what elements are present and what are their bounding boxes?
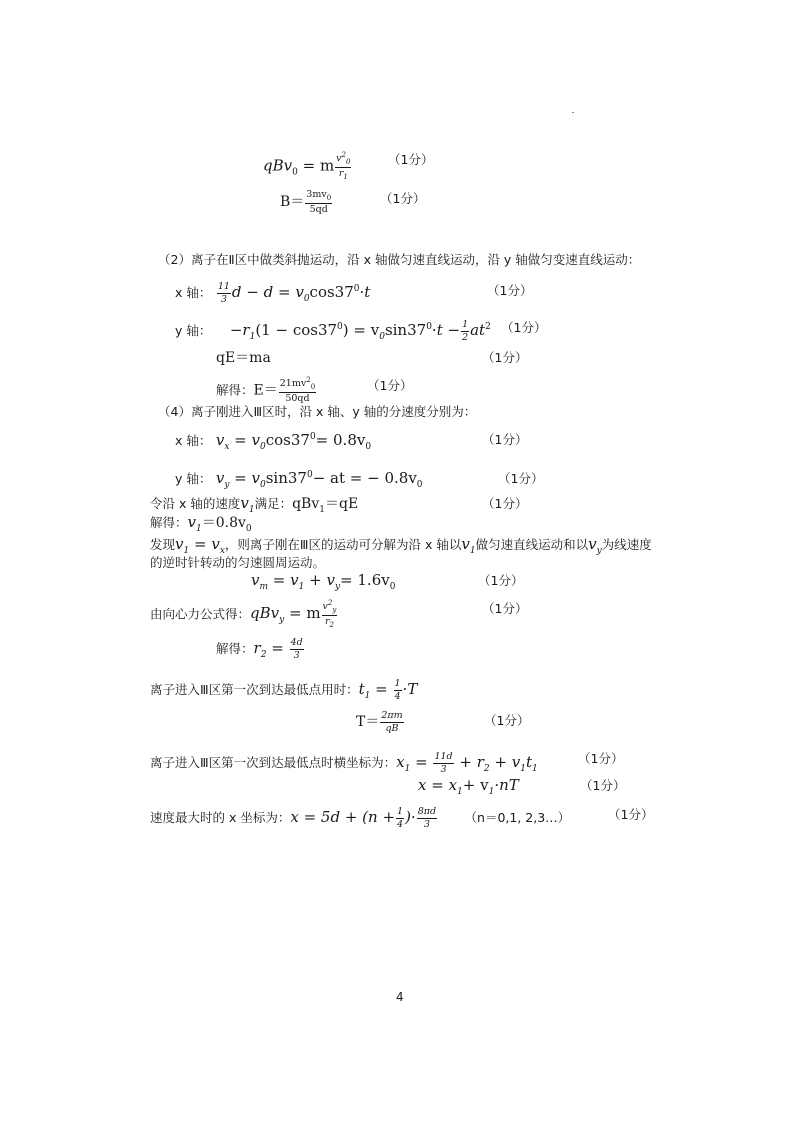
score: （1分）	[580, 778, 626, 793]
score: （1分）	[484, 713, 530, 728]
score: （1分）	[478, 573, 524, 588]
eq-x-axis: x 轴： $\frac{11}{3}$ $d - d = v_0\cos 37^0\cdot t$	[175, 281, 371, 305]
score: （1分）	[487, 283, 533, 298]
eq-period: T＝ $\frac{2\pi m}{qB}$	[356, 710, 403, 734]
score: （1分）	[482, 432, 528, 447]
score: （1分）	[367, 378, 413, 393]
eq-x-max-speed: 速度最大时的 x 坐标为：x = 5d + (n + $\frac{1}{4}$ )· $\frac{8\pi d}{3}$ （n＝0,1, 2,3…）	[150, 806, 571, 830]
eq-E: 解得：E＝ $\frac{21mv^2_0}{50qd}$	[216, 376, 316, 405]
eq-x1: 离子进入Ⅲ区第一次到达最低点时横坐标为：$x_1$ = $\frac{11d}{3}$ + $r_2 + v_1t_1$	[150, 751, 538, 775]
eq-v1: 解得：$v_1=0.8v_0$	[150, 513, 252, 534]
eq-x-general: $x = x_1+ v_1\cdot nT$	[418, 776, 519, 797]
part4-intro: （4）离子刚进入Ⅲ区时，沿 x 轴、y 轴的分速度分别为：	[158, 404, 477, 419]
eq-v1-condition: 令沿 x 轴的速度$v_1$满足：qBv$_1$＝qE	[150, 494, 359, 515]
eq-lorentz-centripetal: qBv$_0$ = m $\frac{v^2_0}{r_1}$	[263, 151, 351, 181]
score: （1分）	[578, 751, 624, 766]
score: （1分）	[482, 350, 528, 365]
part2-intro: （2）离子在Ⅱ区中做类斜抛运动，沿 x 轴做匀速直线运动，沿 y 轴做匀变速直线运动：	[158, 252, 641, 267]
score: （1分）	[501, 320, 547, 335]
eq-r2: 解得：$r_2$ = $\frac{4d}{3}$	[216, 637, 303, 661]
score: （1分）	[608, 807, 654, 822]
eq-vy: y 轴： $v_y = v_0\sin 37^0-$ at = − $0.8v_0$	[175, 469, 423, 490]
score: （1分）	[482, 496, 528, 511]
decomposition-line-1: 发现$v_1 = v_x$，则离子刚在Ⅲ区的运动可分解为沿 x 轴以$v_1$做匀速直线运动和以$v_y$为线速度	[150, 535, 652, 556]
scan-speck	[572, 112, 574, 113]
eq-t1: 离子进入Ⅲ区第一次到达最低点用时：$t_1$ = $\frac{1}{4}$ ·T	[150, 678, 418, 702]
eq-vm: $v_m = v_1 + v_y= 1.6v_0$	[251, 571, 396, 592]
eq-B: B＝ $\frac{3mv_0}{5qd}$	[280, 189, 332, 215]
score: （1分）	[498, 471, 544, 486]
eq-centripetal-2: 由向心力公式得：qBv$_y$ = m $\frac{v^2_y}{r_2}$	[150, 599, 337, 629]
score: （1分）	[388, 152, 434, 167]
eq-y-axis: y 轴： $-r_1(1 - \cos 37^0) = v_0\sin 37^0\cdot t$ − $\frac{1}{2}$ $at^2$	[175, 319, 491, 343]
score: （1分）	[380, 191, 426, 206]
score: （1分）	[482, 601, 528, 616]
eq-vx: x 轴： $v_x = v_0\cos 37^0= 0.8v_0$	[175, 431, 372, 452]
eq-newton: qE＝ma	[216, 350, 271, 366]
page-number: 4	[396, 990, 404, 1004]
decomposition-line-2: 的逆时针转动的匀速圆周运动。	[150, 555, 326, 570]
